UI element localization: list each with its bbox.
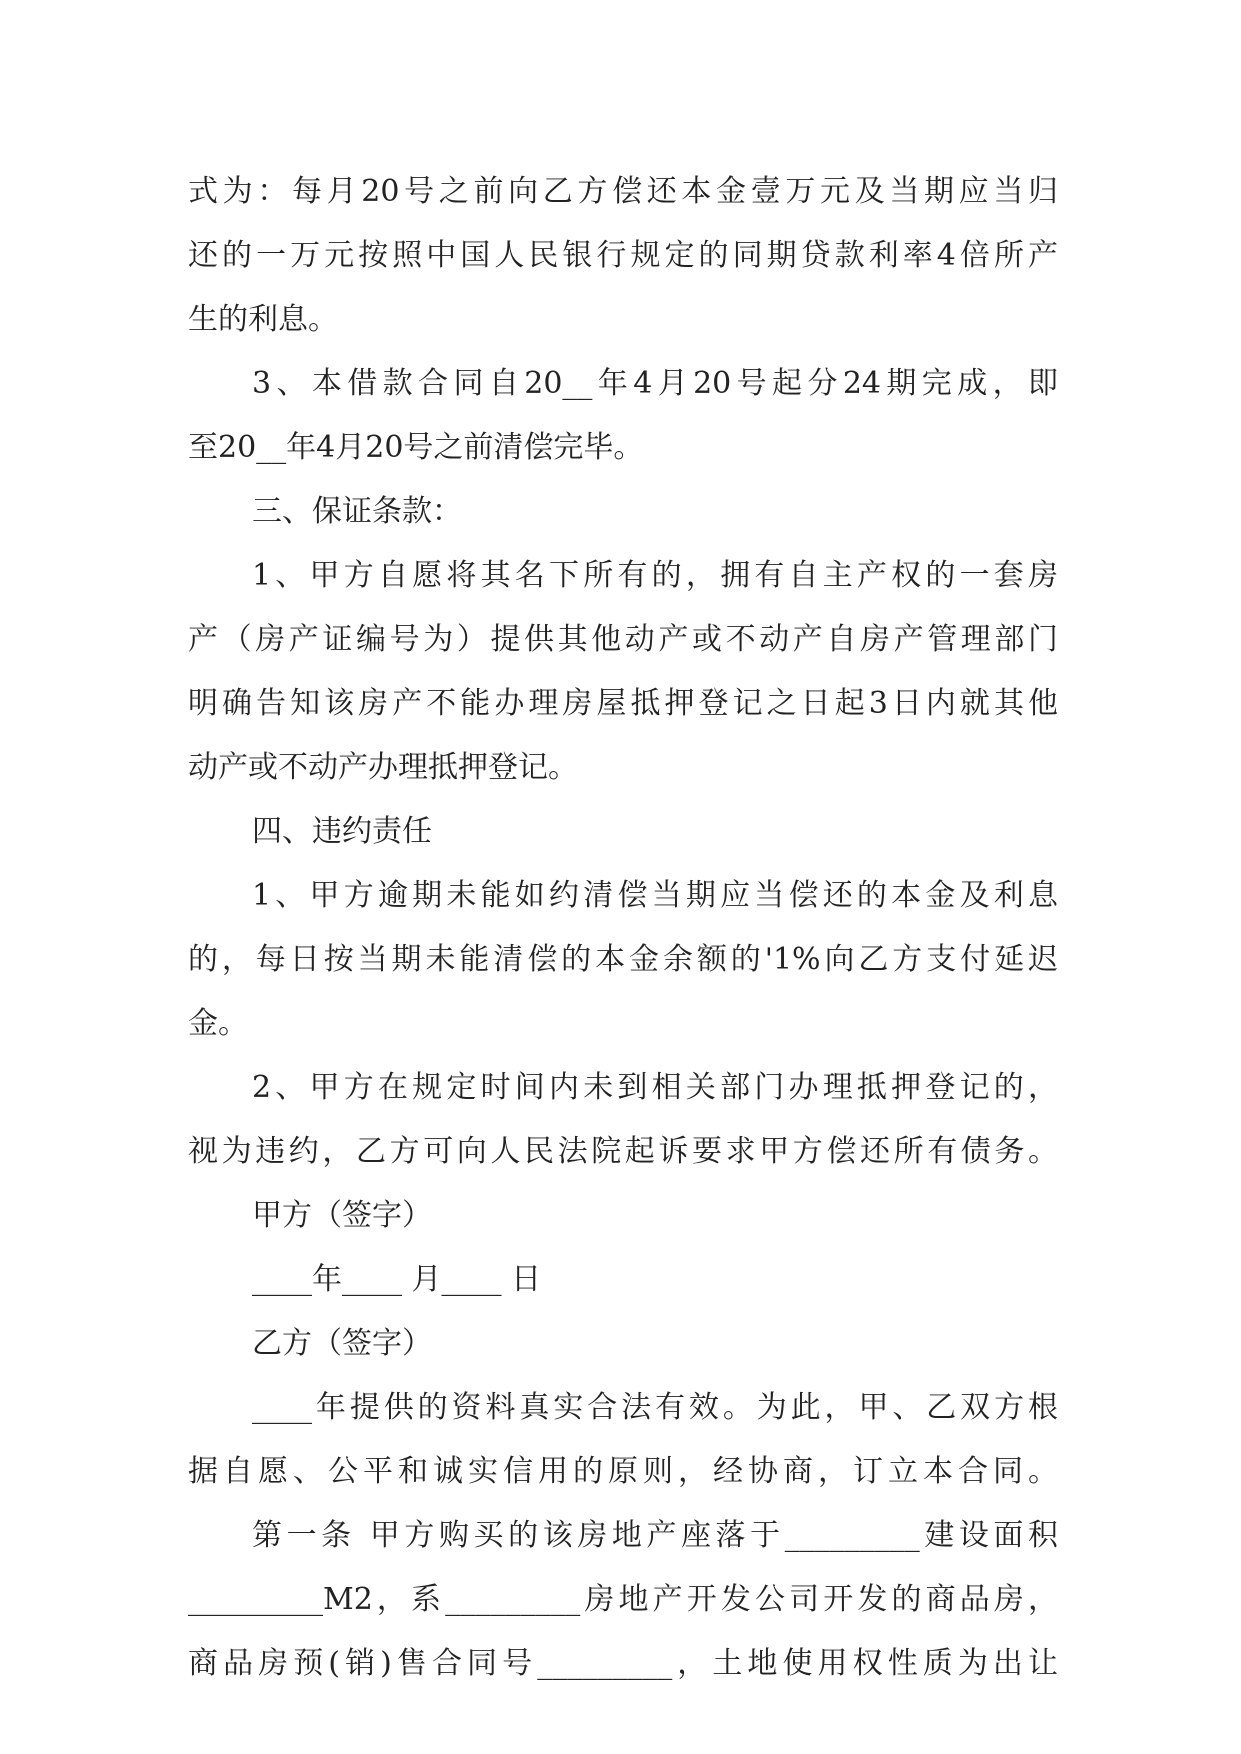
text-line: 3、本借款合同自20__年4月20号起分24期完成，即: [252, 366, 1058, 401]
section-heading: 三、保证条款：: [252, 494, 462, 529]
text-line: 还的一万元按照中国人民银行规定的同期贷款利率4倍所产: [188, 238, 1058, 273]
text-line: 生的利息。: [188, 302, 338, 337]
signature-date: ____年____ 月____ 日: [252, 1262, 542, 1297]
text-line: 动产或不动产办理抵押登记。: [188, 750, 578, 785]
text-line: 金。: [188, 1006, 248, 1041]
text-line: _________M2，系_________房地产开发公司开发的商品房，: [188, 1582, 1058, 1617]
text-line: 1、甲方逾期未能如约清偿当期应当偿还的本金及利息: [252, 878, 1058, 913]
text-line: 2、甲方在规定时间内未到相关部门办理抵押登记的，: [252, 1070, 1058, 1105]
text-line: 明确告知该房产不能办理房屋抵押登记之日起3日内就其他: [188, 686, 1058, 721]
text-line: 产（房产证编号为）提供其他动产或不动产自房产管理部门: [188, 622, 1058, 657]
text-line: 第一条 甲方购买的该房地产座落于_________建设面积: [252, 1518, 1058, 1553]
text-line: 的，每日按当期未能清偿的本金余额的'1%向乙方支付延迟: [188, 942, 1058, 977]
text-line: 据自愿、公平和诚实信用的原则，经协商，订立本合同。: [188, 1454, 1058, 1489]
text-line: 1、甲方自愿将其名下所有的，拥有自主产权的一套房: [252, 558, 1058, 593]
text-line: 式为：每月20号之前向乙方偿还本金壹万元及当期应当归: [188, 174, 1058, 209]
signature-party-b: 乙方（签字）: [252, 1326, 432, 1361]
text-line: 至20__年4月20号之前清偿完毕。: [188, 430, 644, 465]
signature-party-a: 甲方（签字）: [252, 1198, 432, 1233]
text-line: 视为违约，乙方可向人民法院起诉要求甲方偿还所有债务。: [188, 1134, 1058, 1169]
text-line: ____年提供的资料真实合法有效。为此，甲、乙双方根: [252, 1390, 1058, 1425]
section-heading: 四、违约责任: [252, 814, 432, 849]
document-body: [188, 160, 1058, 1696]
text-line: 商品房预(销)售合同号_________，土地使用权性质为出让: [188, 1646, 1058, 1681]
